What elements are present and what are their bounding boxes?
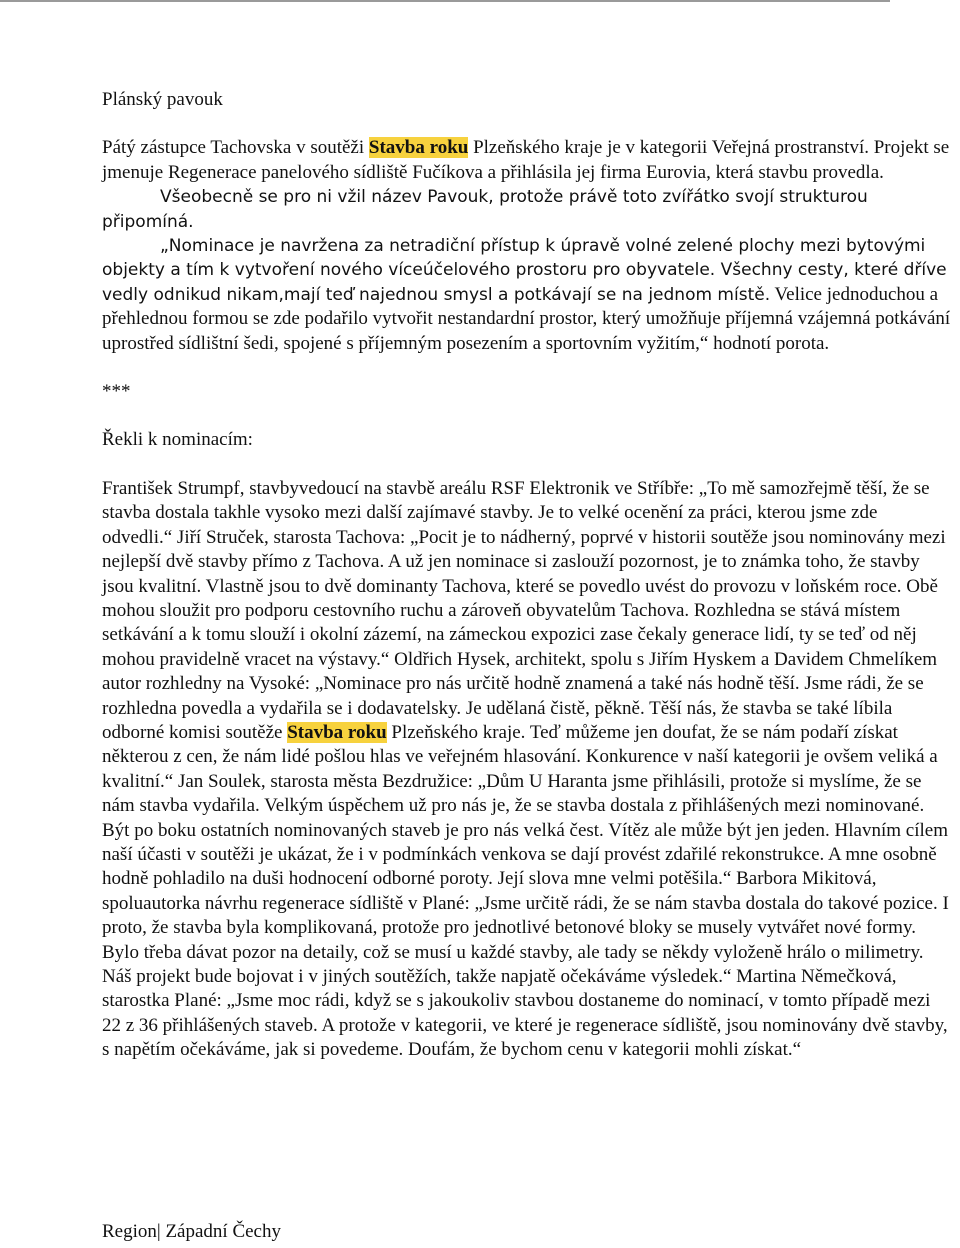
article-title: Plánský pavouk [102,89,223,110]
pavouk-paragraph: Všeobecně se pro ni vžil název Pavouk, protože právě toto zvířátko svojí strukturou připomíná. [102,187,868,232]
nominace-text-sans: „Nominace je navržena za netradiční přístup k úpravě volné zelené plochy mezi bytovými objekty a tím k vytvoření nového víceúčelového prostoru pro obyvatele. [102,236,926,281]
quotes-text-part1: František Strumpf, stavbyvedoucí na stavbě areálu RSF Elektronik ve Stříbře: „To mě samozřejmě těší, že se stavba dostala takhle vysoko mezi další zajímavé stavby. Je to velké ocenění za práci, kterou jsme zde odvedli.“ Jiří Struček, starosta Tachova: „Pocit je to nádherný, poprvé v historii soutěže jsou nominovány mezi nejlepší dvě stavby přímo z Tachova. A už jen nominace si zaslouží pozornost, je to známka toho, že stavby jsou kvalitní. Vlastně jsou to dvě dominanty Tachova, které se povedlo uvést do provozu v loňském roce. Obě mohou sloužit pro podporu cestovního ruchu a zároveň obyvatelům Tachova. Rozhledna se stává místem setkávání a k tomu slouží i okolní zázemí, na zámeckou expozici zase čekaly generace lidí, ty se teď od něj mohou pravidelně vracet na výstavy.“ Oldřich Hysek, architekt, spolu s Jiřím Hyskem a Davidem Chmelíkem autor rozhledny na Vysoké: „Nominace pro nás určitě hodně znamená a také nás hodně těší. Jsme rádi, že se rozhledna povedla a vydařila se i dodavatelsky. Je udělaná čistě, pěkně. Těší nás, že stavba se také líbila odborné komisi soutěže [102,477,946,743]
top-rule [0,0,890,2]
section-separator: *** [102,381,131,403]
highlight-stavba-roku: Stavba roku [368,137,469,159]
article [102,88,952,1242]
footer-region: Region| Západní Čechy [102,1221,281,1242]
rekli-heading: Řekli k nominacím: [102,429,253,451]
nominace-paragraph [102,234,952,356]
highlight-stavba-roku-2: Stavba roku [287,721,387,743]
quotes-paragraph [102,477,952,1063]
nominace-text-rest: Všechny cesty, které dříve vedly odnikud nikam,mají teď najednou smysl a potkávají se na jednom místě. [102,260,947,305]
intro-text-post: Plzeňského kraje je v kategorii Veřejná prostranství. Projekt se jmenuje Regenerace panelového sídliště Fučíkova a přihlásila jej firma Eurovia, která stavbu provedla. [102,137,950,183]
intro-paragraph [102,136,952,185]
quotes-text-part2: Plzeňského kraje. Teď můžeme jen doufat, že se nám podaří získat některou z cen, že nám lidé pošlou hlas ve veřejném hlasování. Konkurence v naší kategorii je ovšem veliká a kvalitní.“ Jan Soulek, starosta města Bezdružice: „Dům U Haranta jsme přihlásili, protože si myslíme, že se nám stavba vydařila. Velkým úspěchem už pro nás je, že se stavba dostala z přihlášených mezi nominované. Být po boku ostatních nominovaných staveb je pro nás velká čest. Vítěz ale může být jen jeden. Hlavním cílem naší účasti v soutěži je ukázat, že i v podmínkách venkova se dají provést zdařilé rekonstrukce. A mne osobně hodně pohladilo na duši hodnocení odborné poroty. Její slova mne velmi potěšila.“ Barbora Mikitová, spoluautorka návrhu regenerace sídliště v Plané: „Jsme určitě rádi, že se nám stavba dostala do takové pozice. I proto, že stavba byla komplikovaná, protože pro jednotlivé betonové bloky se musely vytvářet nové formy. Bylo třeba dávat pozor na detaily, což se musí u každé stavby, ale tady se někdy vyloženě hrálo o milimetry. Náš projekt bude bojovat i v jiných soutěžích, takže napjatě očekáváme výsledek.“ Martina Němečková, starostka Plané: „Jsme moc rádi, když se s jakoukoliv stavbou dostaneme do nominací, v tomto případě mezi 22 z 36 přihlášených staveb. A protože v kategorii, ve které je regenerace sídliště, jsou nominovány dvě stavby, s napětím očekáváme, jak si povedeme. Doufám, že bychom cenu v kategorii mohli získat.“ [102,721,949,1061]
intro-text-pre: Pátý zástupce Tachovska v soutěži [102,137,369,159]
nominace-text-serif: Velice jednoduchou a přehlednou formou se zde podařilo vytvořit nestandardní prostor, který umožňuje příjemná vzájemná potkávání uprostřed sídlištní šedi, spojené s příjemným posezením a sportovním vyžitím,“ hodnotí porota. [102,283,951,354]
